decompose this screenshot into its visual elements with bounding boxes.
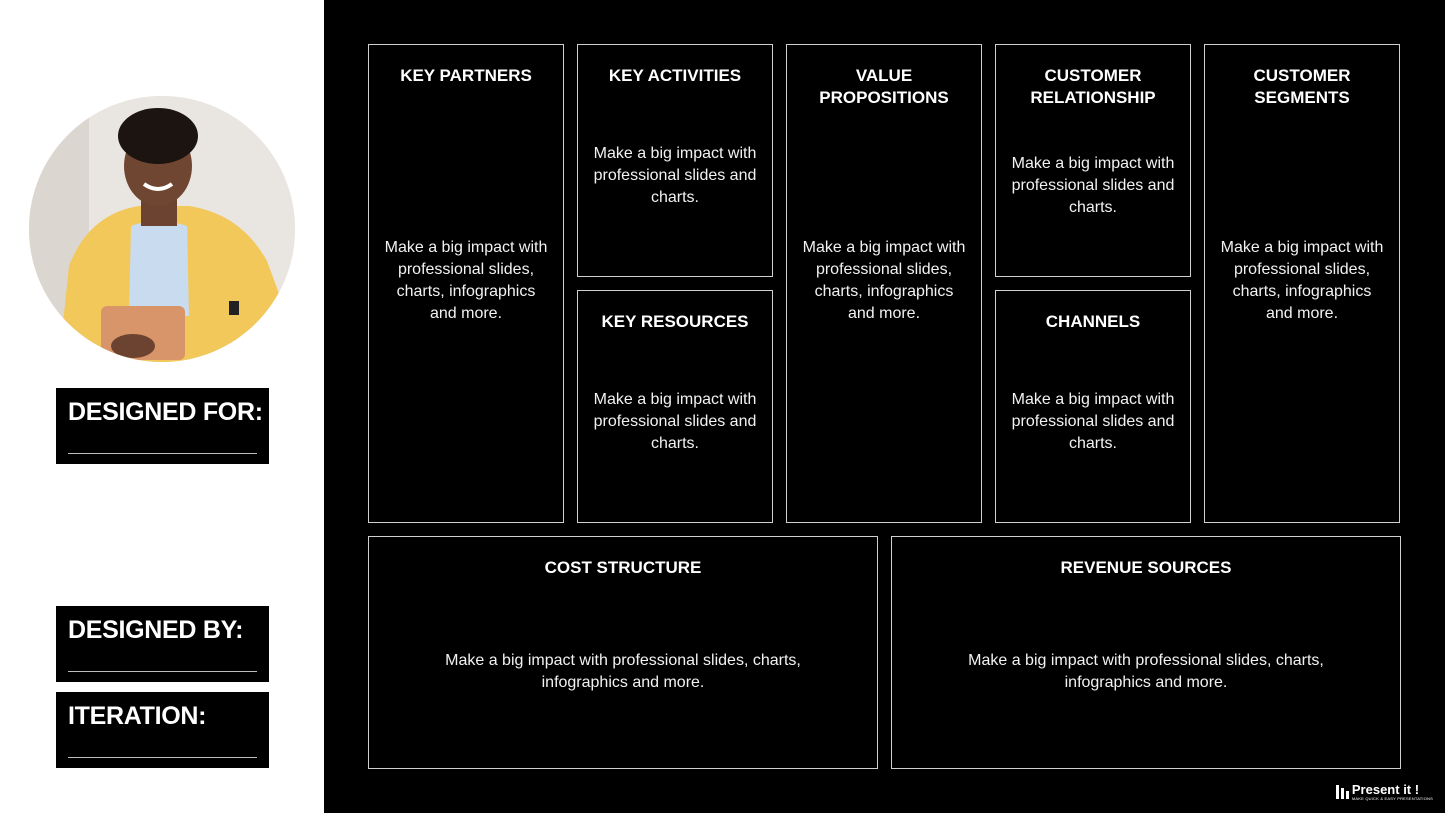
customer-segments-cell[interactable] — [1204, 44, 1400, 523]
key-partners-cell[interactable] — [368, 44, 564, 523]
customer-segments-body: Make a big impact with professional slides, charts, infographics and more. — [1220, 239, 1384, 322]
key-activities-title: KEY ACTIVITIES — [608, 66, 742, 85]
designed-for-box[interactable] — [56, 388, 269, 464]
designed-for-input-line[interactable] — [68, 453, 257, 454]
brand-logo — [1336, 783, 1433, 801]
cost-structure-title: COST STRUCTURE — [544, 558, 702, 577]
key-resources-cell[interactable] — [577, 290, 773, 523]
profile-photo — [29, 96, 295, 362]
designed-for-label: DESIGNED FOR: — [68, 398, 263, 426]
customer-relationship-cell[interactable] — [995, 44, 1191, 277]
key-partners-body: Make a big impact with professional slides, charts, infographics and more. — [384, 239, 548, 322]
key-partners-title: KEY PARTNERS — [400, 66, 532, 85]
left-panel — [0, 0, 324, 813]
customer-relationship-title: CUSTOMER RELATIONSHIP — [1030, 66, 1156, 107]
designed-by-label: DESIGNED BY: — [68, 616, 244, 644]
value-propositions-title: VALUE PROPOSITIONS — [819, 66, 949, 107]
customer-relationship-body: Make a big impact with professional slides and charts. — [1011, 155, 1175, 216]
channels-body: Make a big impact with professional slides and charts. — [1011, 391, 1175, 452]
iteration-label: ITERATION: — [68, 702, 207, 730]
business-model-canvas — [324, 0, 1445, 813]
revenue-sources-cell[interactable] — [891, 536, 1401, 769]
bars-icon — [1336, 785, 1349, 799]
value-propositions-body: Make a big impact with professional slides, charts, infographics and more. — [802, 239, 966, 322]
value-propositions-cell[interactable] — [786, 44, 982, 523]
brand-tagline: MAKE QUICK & EASY PRESENTATIONS — [1351, 796, 1433, 801]
brand-name: Present it ! — [1351, 782, 1420, 797]
iteration-input-line[interactable] — [68, 757, 257, 758]
key-resources-body: Make a big impact with professional slides and charts. — [593, 391, 757, 452]
person-portrait-photo — [29, 96, 295, 362]
revenue-sources-body: Make a big impact with professional slides, charts, infographics and more. — [968, 652, 1324, 691]
customer-segments-title: CUSTOMER SEGMENTS — [1253, 66, 1351, 107]
revenue-sources-title: REVENUE SOURCES — [1060, 558, 1232, 577]
key-resources-title: KEY RESOURCES — [601, 312, 749, 331]
cost-structure-cell[interactable] — [368, 536, 878, 769]
channels-title: CHANNELS — [1045, 312, 1141, 331]
designed-by-box[interactable] — [56, 606, 269, 682]
designed-by-input-line[interactable] — [68, 671, 257, 672]
key-activities-body: Make a big impact with professional slides and charts. — [593, 145, 757, 206]
key-activities-cell[interactable] — [577, 44, 773, 277]
iteration-box[interactable] — [56, 692, 269, 768]
channels-cell[interactable] — [995, 290, 1191, 523]
cost-structure-body: Make a big impact with professional slides, charts, infographics and more. — [445, 652, 801, 691]
